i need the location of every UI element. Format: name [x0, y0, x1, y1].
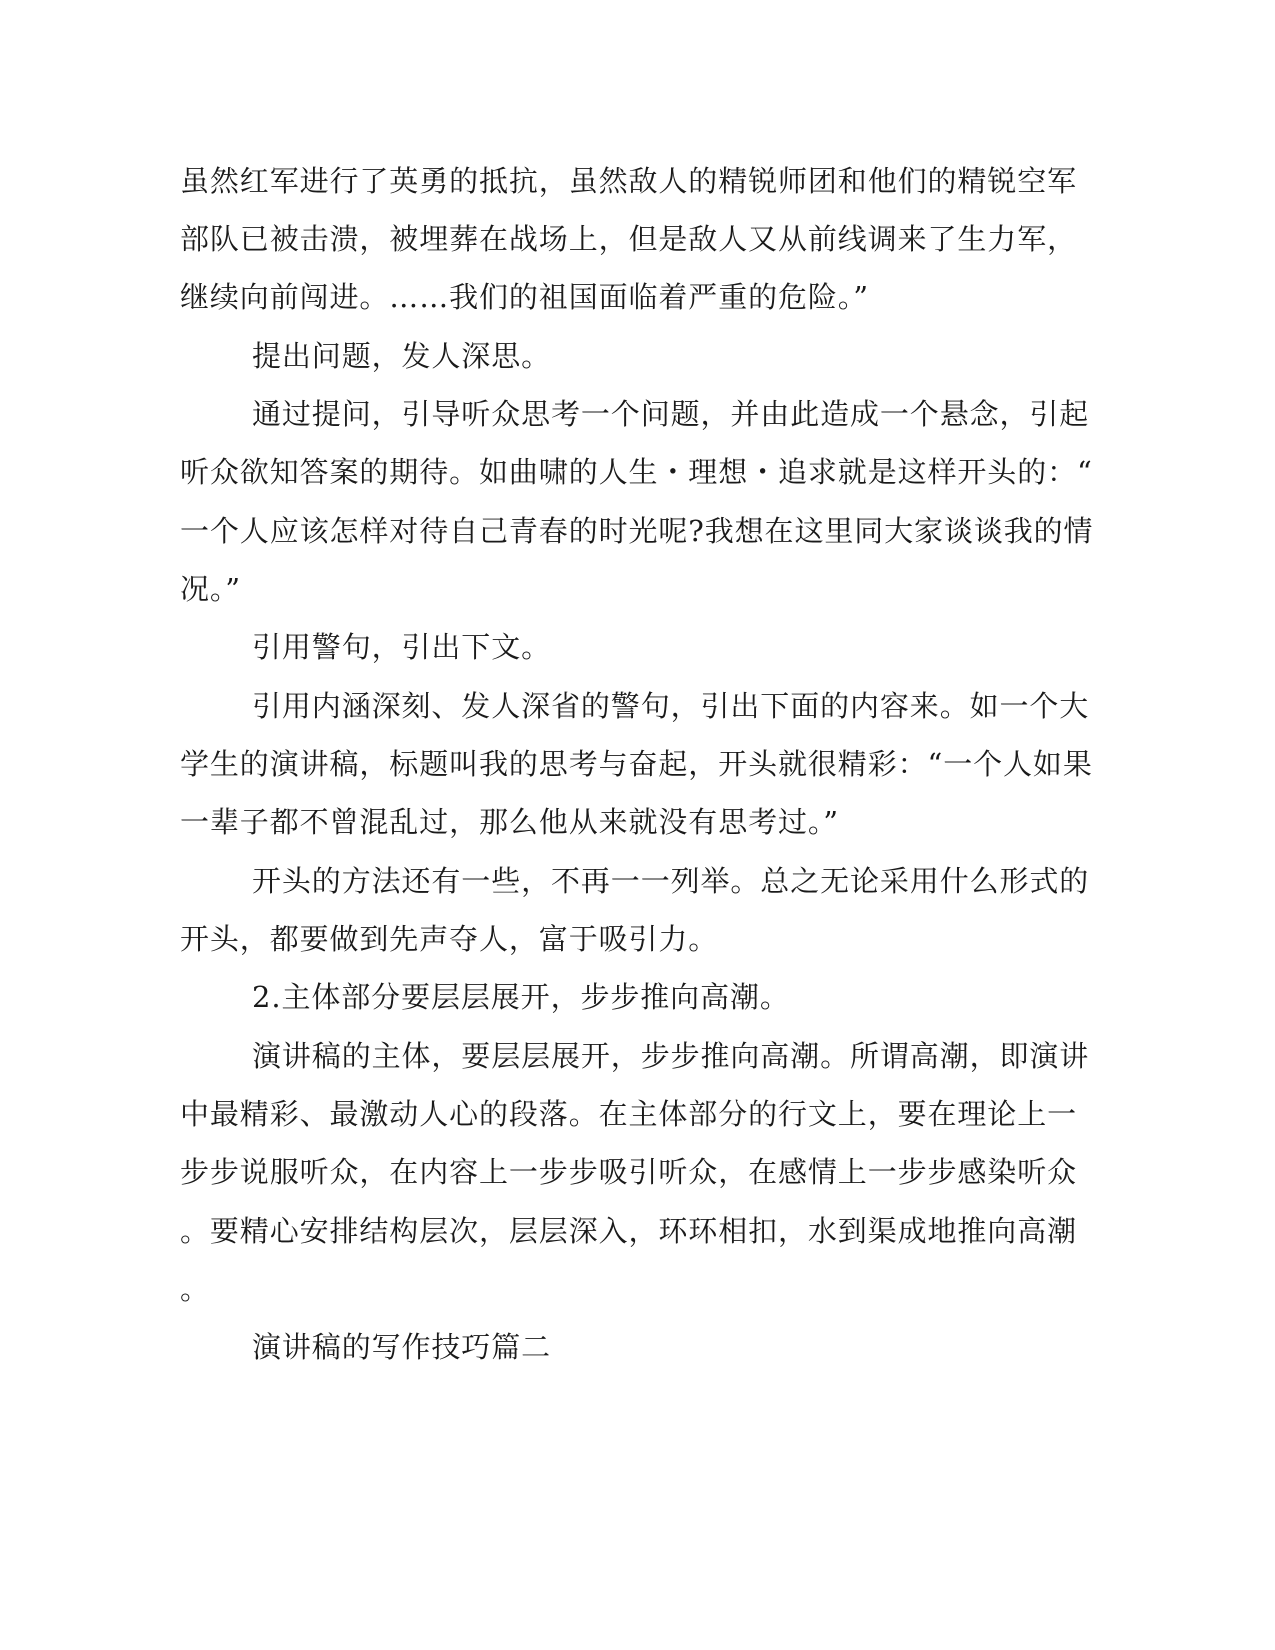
section-heading: 演讲稿的写作技巧篇二	[252, 1330, 552, 1364]
text-line: 引用内涵深刻、发人深省的警句，引出下面的内容来。如一个大	[252, 689, 1090, 723]
text-line: 一个人应该怎样对待自己青春的时光呢?我想在这里同大家谈谈我的情	[180, 514, 1094, 548]
text-line: 演讲稿的主体，要层层展开，步步推向高潮。所谓高潮，即演讲	[252, 1039, 1090, 1073]
text-line: 一辈子都不曾混乱过，那么他从来就没有思考过。”	[180, 805, 840, 839]
section-heading: 提出问题，发人深思。	[252, 339, 552, 373]
text-line: 开头的方法还有一些，不再一一列举。总之无论采用什么形式的	[252, 864, 1090, 898]
text-line: 学生的演讲稿，标题叫我的思考与奋起，开头就很精彩：“一个人如果	[180, 747, 1093, 781]
text-line: 。	[180, 1272, 210, 1306]
text-line: 听众欲知答案的期待。如曲啸的人生・理想・追求就是这样开头的：“	[180, 455, 1093, 489]
text-line: 部队已被击溃，被埋葬在战场上，但是敌人又从前线调来了生力军，	[180, 222, 1078, 256]
text-line: 继续向前闯进。……我们的祖国面临着严重的危险。”	[180, 280, 869, 314]
section-heading: 引用警句，引出下文。	[252, 630, 552, 664]
text-line: 步步说服听众，在内容上一步步吸引听众，在感情上一步步感染听众	[180, 1155, 1078, 1189]
section-heading: 2.主体部分要层层展开，步步推向高潮。	[252, 980, 790, 1014]
text-line: 况。”	[180, 572, 242, 606]
text-line: 。要精心安排结构层次，层层深入，环环相扣，水到渠成地推向高潮	[180, 1214, 1078, 1248]
text-line: 中最精彩、最激动人心的段落。在主体部分的行文上，要在理论上一	[180, 1097, 1078, 1131]
text-line: 虽然红军进行了英勇的抵抗，虽然敌人的精锐师团和他们的精锐空军	[180, 164, 1078, 198]
text-line: 开头，都要做到先声夺人，富于吸引力。	[180, 922, 719, 956]
text-line: 通过提问，引导听众思考一个问题，并由此造成一个悬念，引起	[252, 397, 1090, 431]
